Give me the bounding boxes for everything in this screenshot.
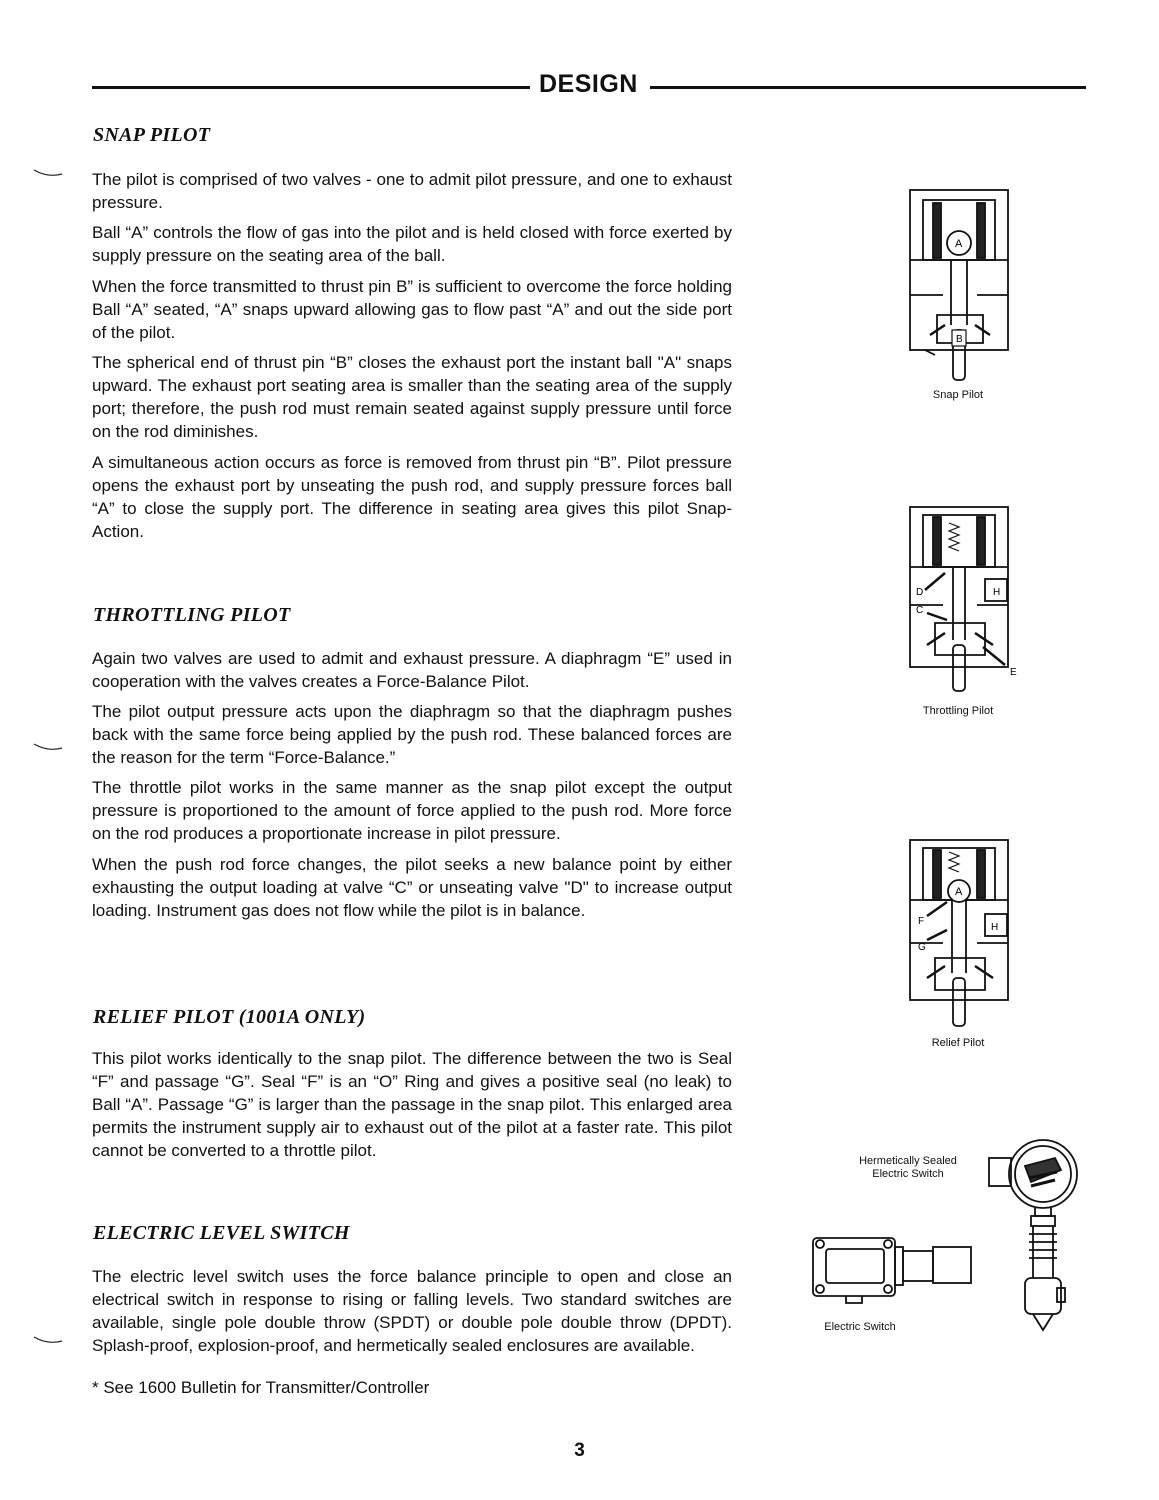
paragraph: The electric level switch uses the force balance principle to open and close an electrical switch in response to rising or falling levels. Two standard switches are available, single pole double throw (SPDT) or double pole double throw (DPDT). Splash-proof, explosion-proof, and hermetically sealed enclosures are available. xyxy=(92,1267,732,1355)
relief-label-g: G xyxy=(918,942,926,953)
throttling-label-h: H xyxy=(993,587,1001,598)
paragraph: The pilot is comprised of two valves - one to admit pilot pressure, and one to exhaust pressure. xyxy=(92,170,732,212)
relief-label-a: A xyxy=(955,886,963,898)
throttling-label-c: C xyxy=(916,605,924,616)
paragraph: The spherical end of thrust pin “B” closes the exhaust port the instant ball "A" snaps upward. The exhaust port seating area is smaller than the seating area of the supply port; therefore, the push rod must remain seated against supply pressure until force on the rod diminishes. xyxy=(92,353,732,441)
throttling-label-d: D xyxy=(916,587,924,598)
throttling-pilot-diagram xyxy=(905,505,1025,695)
section-heading-snap-pilot: SNAP PILOT xyxy=(93,124,211,146)
section-heading-electric-level-switch: ELECTRIC LEVEL SWITCH xyxy=(93,1222,350,1244)
paragraph: The pilot output pressure acts upon the diaphragm so that the diaphragm pushes back with the same force being applied by the push rod. These balanced forces are the reason for the term “Force-Balance.” xyxy=(92,702,732,767)
caption-electric-switch: Electric Switch xyxy=(824,1321,896,1333)
relief-label-h: H xyxy=(991,922,999,933)
header-rule-right xyxy=(650,86,1086,89)
electric-switch-diagram xyxy=(810,1233,980,1313)
paragraph: This pilot works identically to the snap pilot. The difference between the two is Seal “F” and passage “G”. Seal “F” is an “O” Ring and gives a positive seal (no leak) to Ball “A”. Passage “G” is larger than the passage in the snap pilot. This enlarged area permits the instrument supply air to exhaust out of the pilot at a faster rate. This pilot cannot be converted to a throttle pilot. xyxy=(92,1049,732,1160)
paragraph: The throttle pilot works in the same manner as the snap pilot except the output pressure is proportioned to the amount of force applied to the push rod. More force on the rod produces a proportionate increase in pilot pressure. xyxy=(92,778,732,843)
caption-throttling-pilot: Throttling Pilot xyxy=(922,705,994,717)
paragraph: A simultaneous action occurs as force is removed from thrust pin “B”. Pilot pressure opens the exhaust port by unseating the push rod, and supply pressure forces ball “A” to close the supply port. The difference in seating area gives this pilot Snap-Action. xyxy=(92,453,732,541)
paragraph: Ball “A” controls the flow of gas into the pilot and is held closed with force exerted by supply pressure on the seating area of the ball. xyxy=(92,223,732,265)
footnote: * See 1600 Bulletin for Transmitter/Controller xyxy=(92,1378,430,1397)
snap-label-b: B xyxy=(956,334,963,345)
section-heading-relief-pilot: RELIEF PILOT (1001A ONLY) xyxy=(93,1006,366,1028)
caption-hermetic-line2: Electric Switch xyxy=(872,1168,944,1180)
margin-mark-1 xyxy=(32,168,64,178)
margin-mark-2 xyxy=(32,742,64,752)
paragraph: When the force transmitted to thrust pin B” is sufficient to overcome the force holding Ball “A” seated, “A” snaps upward allowing gas to flow past “A” and out the side port of the pilot. xyxy=(92,277,732,342)
paragraph: When the push rod force changes, the pilot seeks a new balance point by either exhausting the output loading at valve “C” or unseating valve "D" to increase output loading. Instrument gas does not flow while the pilot is in balance. xyxy=(92,855,732,920)
caption-relief-pilot: Relief Pilot xyxy=(931,1037,985,1049)
relief-label-f: F xyxy=(918,916,925,927)
section-heading-throttling-pilot: THROTTLING PILOT xyxy=(93,604,291,626)
margin-mark-3 xyxy=(32,1335,64,1345)
caption-hermetic-line1: Hermetically Sealed xyxy=(859,1155,957,1167)
throttling-label-e: E xyxy=(1010,667,1017,678)
page-number: 3 xyxy=(574,1440,585,1461)
snap-pilot-diagram xyxy=(905,185,1015,385)
relief-pilot-diagram xyxy=(905,838,1015,1033)
page-title: DESIGN xyxy=(539,70,638,98)
snap-label-a: A xyxy=(955,238,963,250)
header-rule-left xyxy=(92,86,530,89)
caption-hermetic-switch xyxy=(838,1155,978,1181)
hermetic-switch-diagram xyxy=(985,1138,1085,1333)
caption-snap-pilot: Snap Pilot xyxy=(932,389,984,401)
paragraph: Again two valves are used to admit and exhaust pressure. A diaphragm “E” used in cooperation with the valves creates a Force-Balance Pilot. xyxy=(92,649,732,691)
